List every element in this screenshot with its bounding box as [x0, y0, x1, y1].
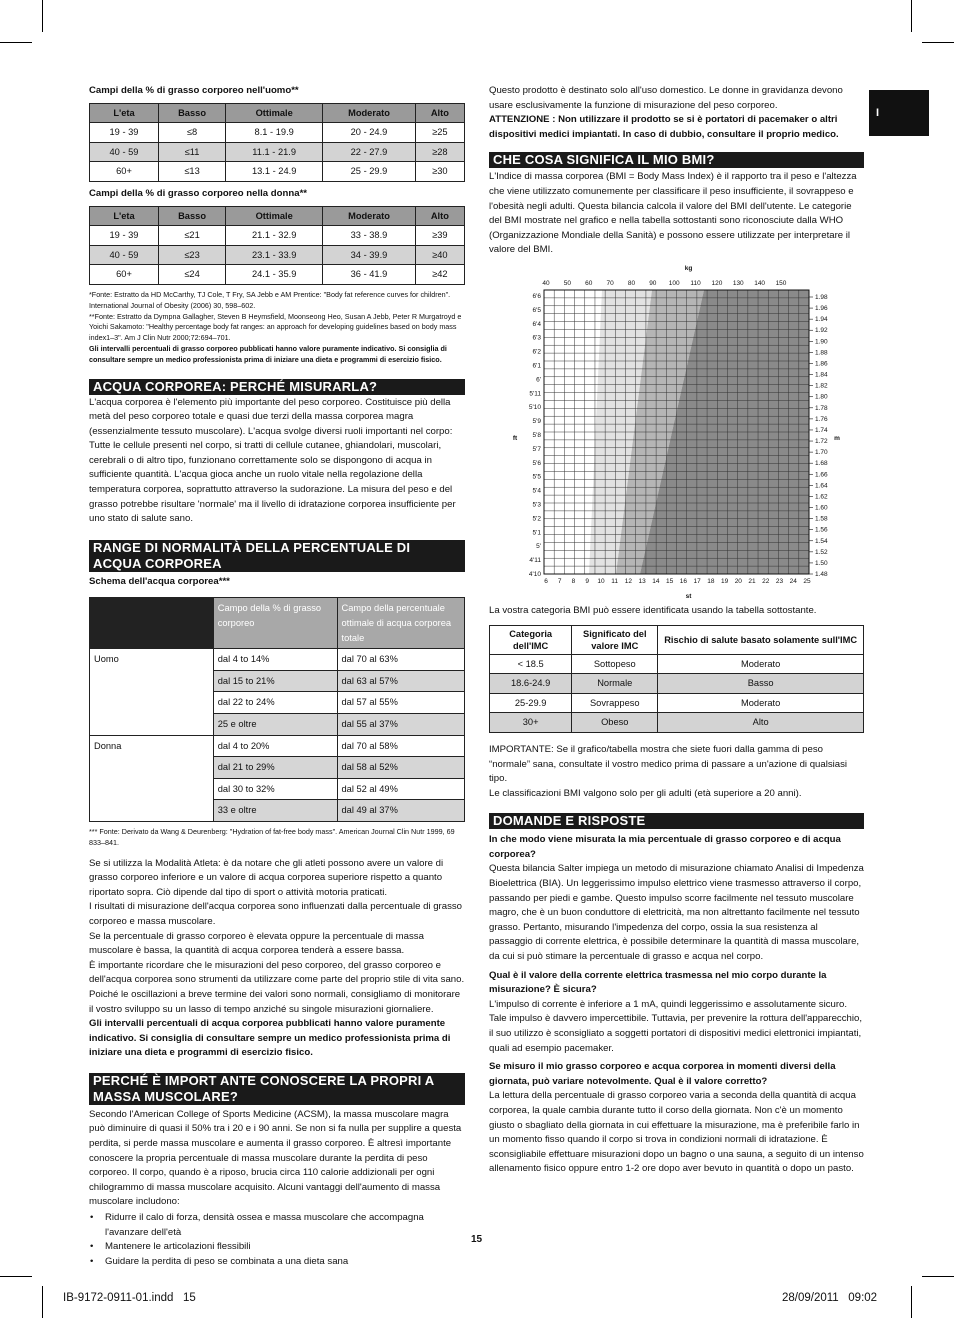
- right-column: [489, 84, 864, 1177]
- table-cell: dal 22 to 24%: [213, 692, 337, 714]
- st-tick-label: 15: [666, 577, 674, 585]
- table-cell: Normale: [572, 674, 658, 694]
- table-cell: 25 e oltre: [213, 714, 337, 736]
- m-tick-label: 1.92: [815, 327, 828, 335]
- crop-mark: [42, 1286, 43, 1318]
- column-header: Ottimale: [226, 103, 323, 123]
- table-cell: Sovrappeso: [572, 693, 658, 713]
- m-tick-label: 1.98: [815, 293, 828, 301]
- table-cell: 33 - 38.9: [323, 226, 415, 246]
- ft-tick-label: 5'6: [532, 459, 541, 467]
- st-tick-label: 17: [693, 577, 701, 585]
- st-tick-label: 16: [679, 577, 687, 585]
- table-row: [90, 162, 465, 182]
- table-cell: dal 58 al 52%: [337, 757, 465, 779]
- table-cell: 13.1 - 24.9: [226, 162, 323, 182]
- list-item: • Ridurre il calo di forza, densità ossea e massa muscolare che accompagna l'avanzare dell'età: [103, 1211, 465, 1240]
- ft-tick-label: 4'10: [528, 570, 541, 578]
- list-item: • Guidare la perdita di peso se combinata a una dieta sana: [103, 1255, 465, 1270]
- column-header: Moderato: [323, 206, 415, 226]
- table-row: [90, 265, 465, 285]
- kg-tick-label: 80: [627, 279, 636, 287]
- table-row: [490, 713, 864, 733]
- st-tick-label: 18: [707, 577, 715, 585]
- st-tick-label: 14: [652, 577, 660, 585]
- m-tick-label: 1.78: [815, 404, 828, 412]
- table-cell: 19 - 39: [90, 226, 159, 246]
- table-cell: 34 - 39.9: [323, 245, 415, 265]
- page-number: 15: [471, 1234, 483, 1245]
- column-header: Rischio di salute basato solamente sull'IMC: [658, 625, 864, 654]
- st-tick-label: 8: [571, 577, 576, 585]
- m-tick-label: 1.76: [815, 415, 828, 423]
- m-tick-label: 1.58: [815, 515, 828, 523]
- table-row: [90, 123, 465, 143]
- table-cell: ≤24: [159, 265, 226, 285]
- table-row: [490, 674, 864, 694]
- table-cell: 30+: [490, 713, 572, 733]
- table-cell: dal 21 to 29%: [213, 757, 337, 779]
- crop-mark: [911, 0, 912, 32]
- bmi-text: L'Indice di massa corporea (BMI = Body Mass Index) è il rapporto tra il peso e l'altezza che viene utilizzato comunemente per classificare il peso insufficiente, il sovrappeso e l'obesità negli adulti. Questa bilancia calcola il valore del BMI dell'utente. Le categorie del BMI mostrate nel grafico e nella tabella sottostanti sono riconosciute dalla WHO (Organizzazione Mondiale della Sanità) e possono essere utilizzate per interpretare il valore del BMI.: [489, 171, 857, 256]
- kg-tick-label: 120: [711, 279, 723, 287]
- crop-mark: [0, 42, 32, 43]
- column-header: Basso: [159, 103, 226, 123]
- ft-tick-label: 5'11: [529, 390, 541, 398]
- column-header: Moderato: [323, 103, 415, 123]
- ft-tick-label: 5'1: [532, 529, 541, 537]
- st-tick-label: 11: [611, 577, 619, 585]
- table-cell: Moderato: [658, 654, 864, 674]
- table-cell: < 18.5: [490, 654, 572, 674]
- water-group-label: Uomo: [90, 649, 214, 735]
- m-tick-label: 1.66: [815, 471, 828, 479]
- athlete-paragraph-2: I risultati di misurazione dell'acqua corporea sono influenzati dalla percentuale di grasso corporeo e massa muscolare.: [89, 901, 463, 927]
- column-header: Ottimale: [226, 206, 323, 226]
- ft-tick-label: 6'6: [532, 292, 541, 300]
- table-cell: ≥39: [415, 226, 464, 246]
- table-cell: ≤11: [159, 142, 226, 162]
- table-cell: Obeso: [572, 713, 658, 733]
- crop-mark: [922, 42, 954, 43]
- table-row: [90, 142, 465, 162]
- ft-tick-label: 6'1: [532, 362, 541, 370]
- table-cell: ≤23: [159, 245, 226, 265]
- st-tick-label: 23: [775, 577, 784, 585]
- kg-tick-label: 40: [542, 279, 550, 287]
- table-cell: 20 - 24.9: [323, 123, 415, 143]
- bottom-axis-label: st: [685, 592, 692, 600]
- m-tick-label: 1.88: [815, 349, 828, 357]
- athlete-paragraph-4: È importante ricordare che le misurazioni del peso corporeo, del grasso corporeo e dell'acqua corporea sono strumenti da utilizzare come parte del proprio stile di vita sano. Poiché le oscillazioni a breve termine dei valori sono normali, consigliamo di monitorare il vostro sviluppo su un lasso di tempo anziché su singole misurazioni giornaliere.: [89, 959, 465, 1015]
- m-tick-label: 1.50: [815, 559, 828, 567]
- kg-tick-label: 90: [649, 279, 657, 287]
- ft-tick-label: 6'2: [532, 348, 541, 356]
- table-row: [90, 735, 465, 757]
- important-text: IMPORTANTE: Se il grafico/tabella mostra che siete fuori dalla gamma di peso “normale” sana, consultate il vostro medico prima di passare a un'azione di qualsiasi tipo.: [489, 743, 848, 785]
- column-header: Categoria dell'IMC: [490, 625, 572, 654]
- list-item: • Mantenere le articolazioni flessibili: [103, 1240, 465, 1255]
- kg-tick-label: 50: [563, 279, 571, 287]
- adults-note: Le classificazioni BMI valgono solo per gli adulti (età superiore a 20 anni).: [489, 787, 802, 799]
- faq-heading: DOMANDE E RISPOSTE: [489, 813, 864, 829]
- table-cell: ≤8: [159, 123, 226, 143]
- table-cell: ≤13: [159, 162, 226, 182]
- table-cell: 25 - 29.9: [323, 162, 415, 182]
- left-column: [89, 84, 465, 1269]
- language-tab: [869, 90, 929, 136]
- st-tick-label: 13: [638, 577, 646, 585]
- crop-mark: [922, 1276, 954, 1277]
- water-table: [89, 597, 465, 822]
- ft-tick-label: 5'4: [532, 487, 541, 495]
- table-cell: Basso: [658, 674, 864, 694]
- ft-tick-label: 6'5: [532, 306, 541, 314]
- ft-tick-label: 5'9: [532, 418, 541, 426]
- m-tick-label: 1.62: [815, 493, 828, 501]
- table-cell: ≥42: [415, 265, 464, 285]
- water-group-label: Donna: [90, 735, 214, 821]
- table-cell: 18.6-24.9: [490, 674, 572, 694]
- st-tick-label: 25: [803, 577, 811, 585]
- table-cell: 33 e oltre: [213, 800, 337, 822]
- table-cell: 11.1 - 21.9: [226, 142, 323, 162]
- m-tick-label: 1.86: [815, 360, 828, 368]
- file-name: IB-9172-0911-01.indd 15: [63, 1292, 196, 1304]
- table-row: [90, 226, 465, 246]
- table-cell: 22 - 27.9: [323, 142, 415, 162]
- table-cell: dal 57 al 55%: [337, 692, 465, 714]
- athlete-paragraph-1: Se si utilizza la Modalità Atleta: è da notare che gli atleti possono avere un valore di grasso corporeo inferiore e un valore di acqua corporea superiore rispetto a quanto riportato sopra. Ciò dipende dal tipo di sport o attività motoria praticati.: [89, 857, 444, 898]
- table-cell: 25-29.9: [490, 693, 572, 713]
- table-cell: dal 55 al 37%: [337, 714, 465, 736]
- st-tick-label: 22: [762, 577, 770, 585]
- m-tick-label: 1.52: [815, 548, 828, 556]
- left-axis-label: ft: [512, 434, 518, 442]
- footnote-2: **Fonte: Estratto da Dympna Gallagher, Steven B Heymsfield, Moonseong Heo, Susan A Jebb, Peter R Murgatroyd e Yoichi Sakamoto: "Healthy percentage body fat ranges: an approach for developing guidelines based on body mass index1–3". Am J Clin Nutr 2000;72:694–701.: [89, 311, 462, 343]
- ft-tick-label: 6': [536, 376, 541, 384]
- m-tick-label: 1.60: [815, 504, 828, 512]
- st-tick-label: 7: [557, 577, 562, 585]
- m-tick-label: 1.94: [815, 316, 828, 324]
- ft-tick-label: 5'7: [532, 445, 541, 453]
- men-fat-table-title: Campi della % di grasso corporeo nell'uomo**: [89, 85, 299, 96]
- m-tick-label: 1.84: [815, 371, 828, 379]
- st-tick-label: 10: [597, 577, 605, 585]
- bmi-table: [489, 625, 864, 733]
- column-header: Significato del valore IMC: [572, 625, 658, 654]
- table-cell: 40 - 59: [90, 142, 159, 162]
- kg-tick-label: 60: [585, 279, 593, 287]
- water-heading: ACQUA CORPOREA: PERCHÉ MISURARLA?: [89, 379, 465, 395]
- column-header: L'eta: [90, 103, 159, 123]
- muscle-heading: PERCHÉ È IMPORT ANTE CONOSCERE LA PROPRI A MASSA MUSCOLARE?: [89, 1073, 465, 1105]
- table-cell: Sottopeso: [572, 654, 658, 674]
- st-tick-label: 9: [585, 577, 590, 585]
- faq-answer-3: La lettura della percentuale di grasso corporeo varia a seconda della quantità di acqua corporea, la quale cambia durante tutto il corso della giornata. Non c'è un momento giusto o sbagliato della giornata in cui effettuare la misurazione, ma è preferibile farlo in un momento fisso quando il corpo si trova in condizioni normali di idratazione. È sconsigliabile effettuare misurazioni dopo un bagno o una sauna, a seguito di un intenso allenamento fisico oppure entro 1-2 ore dopo aver bevuto in quantità o dopo un pasto.: [489, 1090, 864, 1175]
- ft-tick-label: 6'4: [532, 320, 541, 328]
- table-cell: 8.1 - 19.9: [226, 123, 323, 143]
- m-tick-label: 1.54: [815, 537, 828, 545]
- athlete-paragraph-5: Gli intervalli percentuali di acqua corporea pubblicati hanno valore puramente indicativo. Si consiglia di consultare sempre un medico professionista prima di iniziare una dieta e programmi di esercizio fisico.: [89, 1018, 451, 1059]
- crop-mark: [0, 1276, 32, 1277]
- table-cell: ≥40: [415, 245, 464, 265]
- table-cell: 60+: [90, 162, 159, 182]
- muscle-text: Secondo l'American College of Sports Medicine (ACSM), la massa muscolare magra può diminuire di quasi il 50% tra i 20 e i 90 anni. Se non si fa nulla per supplire a questa perdita, si perde massa muscolare e aumenta il grasso corporeo. È altresì importante conoscere la propria percentuale di massa muscolare durante la perdita di peso corporeo. Il corpo, quando è a riposo, brucia circa 110 calorie addizionali per ogni chilogrammo di massa muscolare acquisito. Alcuni vantaggi dell'aumento di massa muscolare includono:: [89, 1108, 462, 1208]
- column-header: Basso: [159, 206, 226, 226]
- column-header: Alto: [415, 206, 464, 226]
- table-cell: dal 52 al 49%: [337, 778, 465, 800]
- faq-answer-2: L'impulso di corrente è inferiore a 1 mA, quindi leggerissimo e assolutamente sicuro. Tale impulso è davvero impercettibile. Tuttavia, per prevenire la rottura dell'apparecchio, il suo utilizzo è sconsigliato a soggetti portatori di dispositivi medici elettronici impiantati, quali ad esempio pacemaker.: [489, 998, 862, 1054]
- m-tick-label: 1.80: [815, 393, 828, 401]
- st-tick-label: 19: [720, 577, 729, 585]
- table-row: [490, 693, 864, 713]
- m-tick-label: 1.74: [815, 426, 828, 434]
- women-fat-table: [89, 206, 465, 285]
- warning-text: ATTENZIONE : Non utilizzare il prodotto se si è portatori di pacemaker o altri dispositivi medici impiantati. In caso di dubbio, consultare il proprio medico.: [489, 114, 839, 140]
- st-tick-label: 21: [748, 577, 756, 585]
- table-row: [90, 649, 465, 671]
- right-axis-label: m: [834, 434, 840, 442]
- table-cell: 23.1 - 33.9: [226, 245, 323, 265]
- table-cell: dal 15 to 21%: [213, 670, 337, 692]
- bmi-chart: [489, 260, 864, 600]
- kg-tick-label: 100: [668, 279, 680, 287]
- table-cell: 60+: [90, 265, 159, 285]
- ft-tick-label: 5'5: [532, 473, 541, 481]
- ft-tick-label: 5'8: [532, 431, 541, 439]
- kg-tick-label: 130: [732, 279, 744, 287]
- table-row: [90, 245, 465, 265]
- table-cell: 19 - 39: [90, 123, 159, 143]
- m-tick-label: 1.68: [815, 460, 828, 468]
- table-cell: 40 - 59: [90, 245, 159, 265]
- m-tick-label: 1.72: [815, 437, 828, 445]
- water-footnote: *** Fonte: Derivato da Wang & Deurenberg: "Hydration of fat-free body mass". American Journal Clin Nutr 1999, 69 833–841.: [89, 826, 455, 847]
- st-tick-label: 6: [544, 577, 548, 585]
- water-schema-title: Schema dell'acqua corporea***: [89, 575, 230, 587]
- faq-answer-1: Questa bilancia Salter impiega un metodo di misurazione chiamato Analisi di Impedenza Bioelettrica (BIA). Un leggerissimo impulso elettrico viene trasmesso attraverso il corpo, passando per piedi e gambe. Questo impulso scorre facilmente nel tessuto muscolare magro, che è un buon conduttore di elettricità, ma non altrettanto facilmente nel tessuto grasso. Pertanto, misurando l'impedenza del corpo, ossia la sua resistenza al passaggio di corrente elettrica, è possibile determinare la quantità di massa muscolare, da cui si può stimare la percentuale di grasso e acqua nel corpo.: [489, 863, 864, 963]
- print-date: 28/09/2011 09:02: [782, 1292, 878, 1304]
- table-cell: ≤21: [159, 226, 226, 246]
- ft-tick-label: 5'10: [528, 404, 541, 412]
- table-cell: dal 4 to 20%: [213, 735, 337, 757]
- m-tick-label: 1.82: [815, 382, 828, 390]
- crop-mark: [911, 1286, 912, 1318]
- table-cell: ≥28: [415, 142, 464, 162]
- table-cell: 36 - 41.9: [323, 265, 415, 285]
- ft-tick-label: 5'3: [532, 501, 541, 509]
- kg-tick-label: 110: [690, 279, 701, 287]
- water-table-corner: [90, 598, 214, 649]
- table-row: [490, 654, 864, 674]
- st-tick-label: 24: [789, 577, 797, 585]
- table-cell: dal 70 al 58%: [337, 735, 465, 757]
- table-cell: 21.1 - 32.9: [226, 226, 323, 246]
- athlete-paragraph-3: Se la percentuale di grasso corporeo è elevata oppure la percentuale di massa muscolare è bassa, la quantità di acqua corporea tenderà a essere bassa.: [89, 930, 424, 957]
- m-tick-label: 1.48: [815, 570, 828, 578]
- bmi-category-text: La vostra categoria BMI può essere identificata usando la tabella sottostante.: [489, 604, 817, 616]
- language-tab-label: I: [876, 107, 880, 119]
- ft-tick-label: 4'11: [529, 557, 541, 565]
- m-tick-label: 1.64: [815, 482, 828, 490]
- water-table-header-water: Campo della percentuale ottimale di acqua corporea totale: [337, 598, 465, 649]
- table-cell: ≥25: [415, 123, 464, 143]
- table-cell: dal 63 al 57%: [337, 670, 465, 692]
- table-cell: Moderato: [658, 693, 864, 713]
- table-cell: Alto: [658, 713, 864, 733]
- m-tick-label: 1.96: [815, 305, 828, 313]
- column-header: Alto: [415, 103, 464, 123]
- table-cell: dal 4 to 14%: [213, 649, 337, 671]
- ft-tick-label: 6'3: [532, 334, 541, 342]
- footnote-1: *Fonte: Estratto da HD McCarthy, TJ Cole, T Fry, SA Jebb e AM Prentice: "Body fat reference curves for children". International Journal of Obesity (2006) 30, 598–602.: [89, 289, 451, 310]
- table-cell: ≥30: [415, 162, 464, 182]
- footnote-3: Gli intervalli percentuali di grasso corporeo pubblicati hanno valore puramente indicativo. Si consiglia di consultare sempre un medico professionista prima di iniziare una dieta e programmi di esercizio fisico.: [89, 343, 447, 364]
- ft-tick-label: 5': [536, 543, 541, 551]
- women-fat-table-title: Campi della % di grasso corporeo nella donna**: [89, 187, 308, 199]
- kg-tick-label: 140: [754, 279, 766, 287]
- water-table-header-fat: Campo della % di grasso corporeo: [213, 598, 337, 649]
- faq-question-3: Se misuro il mio grasso corporeo e acqua corporea in momenti diversi della giornata, può variare notevolmente. Qual è il valore corretto?: [489, 1061, 836, 1087]
- m-tick-label: 1.56: [815, 526, 828, 534]
- crop-mark: [42, 0, 43, 32]
- faq-question-1: In che modo viene misurata la mia percentuale di grasso corporeo e di acqua corporea?: [489, 834, 841, 860]
- table-cell: dal 30 to 32%: [213, 778, 337, 800]
- st-tick-label: 20: [734, 577, 742, 585]
- muscle-benefits-list: [89, 1211, 465, 1269]
- column-header: L'eta: [90, 206, 159, 226]
- st-tick-label: 12: [624, 577, 633, 585]
- table-cell: 24.1 - 35.9: [226, 265, 323, 285]
- men-fat-table: [89, 103, 465, 182]
- m-tick-label: 1.90: [815, 338, 828, 346]
- water-range-heading: RANGE DI NORMALITÀ DELLA PERCENTUALE DI ACQUA CORPOREA: [89, 540, 465, 572]
- bmi-heading: CHE COSA SIGNIFICA IL MIO BMI?: [489, 152, 864, 168]
- table-cell: dal 70 al 63%: [337, 649, 465, 671]
- m-tick-label: 1.70: [815, 449, 828, 457]
- kg-tick-label: 150: [775, 279, 787, 287]
- ft-tick-label: 5'2: [532, 515, 541, 523]
- table-cell: dal 49 al 37%: [337, 800, 465, 822]
- water-text: L'acqua corporea è l'elemento più importante del peso corporeo. Costituisce più della metà del peso corporeo totale e quasi due terzi della massa corporea magra (essenzialmente tessuto muscolare). L'acqua svolge diversi ruoli importanti nel corpo: Tutte le cellule presenti nel corpo, si tratti di cellule cutanee, ghiandolari, muscolari, cerebrali o di altro tipo, funzionano correttamente solo se dispongono di acqua in sufficiente quantità. L'acqua gioca anche un ruolo vitale nella regolazione della temperatura corporea, soprattutto attraverso la sudorazione. La misura del peso e del grasso potrebbe risultare 'normale' ma il livello di idratazione corporea insufficiente per uno stato di salute sano.: [89, 396, 456, 525]
- intro-text: Questo prodotto è destinato solo all'uso domestico. Le donne in gravidanza devono usare esclusivamente la funzione di misurazione del peso corporeo.: [489, 85, 843, 111]
- top-axis-label: kg: [684, 264, 693, 272]
- kg-tick-label: 70: [606, 279, 614, 287]
- faq-question-2: Qual è il valore della corrente elettrica trasmessa nel mio corpo durante la misurazione? È sicura?: [489, 969, 827, 996]
